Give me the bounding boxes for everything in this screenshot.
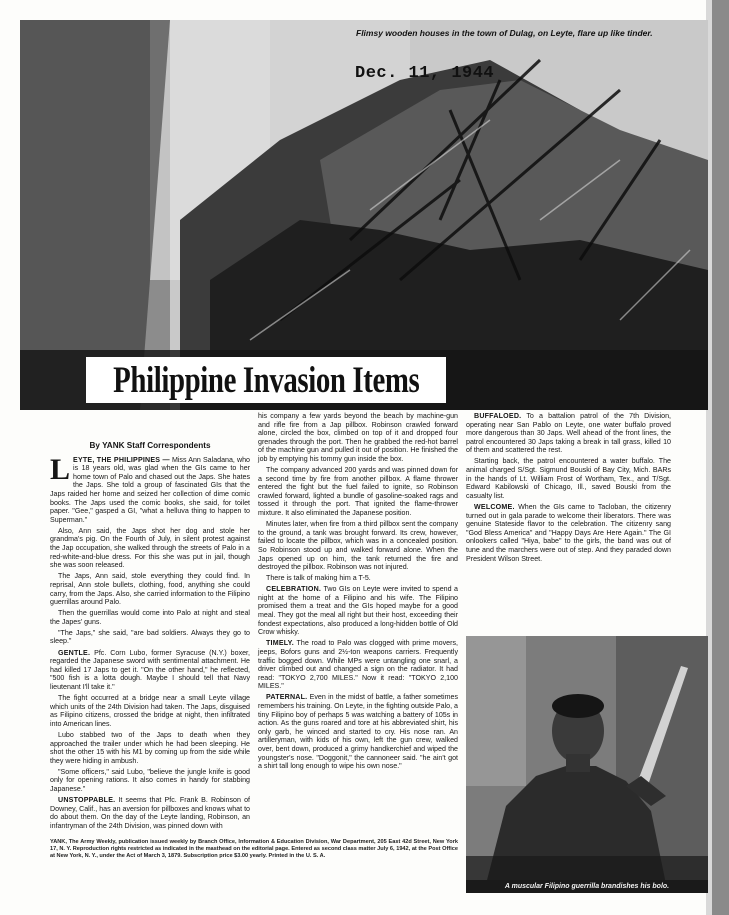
section-unstoppable — [50, 796, 250, 830]
section-text: Pfc. Corn Lubo, former Syracuse (N.Y.) boxer, regarded the Japanese sword with sentimental attachment. He had killed 17 Japs to get it. "On the other hand," he reflected, "500 fish is a lotta dough. Maybe I should tell that Navy lieutenant I'll take it." — [50, 648, 250, 691]
dateline: EYTE, THE PHILIPPINES — — [73, 455, 170, 464]
paragraph: Then the guerrillas would come into Palo at night and steal the Japes' guns. — [50, 609, 250, 626]
photo-guerrilla — [466, 636, 708, 884]
section-text: When the GIs came to Tacloban, the citizenry turned out in gala parade to welcome their liberators. There was genuine Stateside flavor to the celebration. The citizenry sang "God Bless America" and "Happy Days Are Here Again." The GI onlookers called "Hiya, babe" to the girls, the band was out of tune and the marchers were out of step. And they paraded down President Wilson Street. — [466, 502, 671, 563]
drop-cap: L — [50, 452, 71, 486]
lead-text: Miss Ann Saladana, who is 18 years old, was glad when the GIs came to her home town of Palo and chased out the Japs. She hates the Japs. She told a group of fascinated GIs that the Japs raided her home and seized her collection of dime comic books. The Japs used the comic books, she said, for toilet paper. "Gee," gasped a GI, "what a helluva thing to happen to Superman." — [50, 455, 250, 524]
article-column-1 — [50, 442, 250, 833]
paragraph: Lubo stabbed two of the Japs to death when they approached the trailer under which he had been sleeping. He shot the other 15 with his M1 by coming up from the side while they were hiding in ambush. — [50, 730, 250, 765]
paragraph: Also, Ann said, the Japs shot her dog and stole her grandma's pig. On the Fourth of July, in silent protest against the Jap occupation, she walked through the streets of Palo in a red-white-and-blue dress. For this she was put in jail, though she was soon released. — [50, 526, 250, 570]
section-keyword: WELCOME. — [474, 502, 515, 511]
publication-footer: YANK, The Army Weekly, publication issued weekly by Branch Office, Information & Education Division, War Department, 205 East 42d Street, New York 17, N. Y. Reproduction rights restricted as indicated in the masthead on the editorial page. Entered as second class matter July 6, 1942, at the Post Office at New York, N. Y., under the Act of March 3, 1879. Subscription price $3.00 yearly. Printed in the U. S. A. — [50, 839, 458, 859]
photo-top-caption: Flimsy wooden houses in the town of Dulag, on Leyte, flare up like tinder. — [356, 28, 653, 38]
section-keyword: CELEBRATION. — [266, 585, 322, 594]
section-welcome — [466, 503, 671, 563]
paragraph: The Japs, Ann said, stole everything they could find. In reprisal, Ann stole bullets, clothing, food, anything she could carry, from the Japs. Also, she carried information to the Filipino guerrillas around Palo. — [50, 572, 250, 607]
byline: By YANK Staff Correspondents — [89, 441, 211, 450]
paragraph: The company advanced 200 yards and was pinned down for a second time by fire from another pillbox. A flame thrower entered the fight but the fuel failed to ignite, so Robinson crawled forward, lighted a bundle of gasoline-soaked rags and tossed it through the port. That ignited the flame-thrower mixture. It also eliminated the Japanese position. — [258, 466, 458, 518]
section-text: The road to Palo was clogged with prime movers, jeeps, Bofors guns and 2½-ton weapons carriers. Frequently traffic bogged down. While MPs were untangling one snarl, a driver climbed out and changed a sign on the radiator. It had read: "TOKYO 2,700 MILES." Now it read: "TOKYO 2,100 MILES." — [258, 639, 458, 691]
lead-paragraph — [50, 452, 250, 525]
photo-guerrilla-illustration — [466, 636, 708, 884]
section-keyword: BUFFALOED. — [474, 412, 522, 420]
article-column-3 — [466, 412, 671, 566]
date-stamp: Dec. 11, 1944 — [355, 64, 495, 83]
paragraph: The fight occurred at a bridge near a small Leyte village which units of the 24th Division had taken. The Japs, disguised as Filipino citizens, crossed the bridge at night, then infiltrated into American lines. — [50, 694, 250, 728]
headline-box — [86, 357, 446, 403]
section-keyword: PATERNAL. — [266, 693, 308, 702]
section-buffaloed — [466, 412, 671, 455]
section-keyword: GENTLE. — [58, 648, 91, 657]
paragraph: "Some officers," said Lubo, "believe the jungle knife is good only for opening rations. It also comes in handy for stabbing Japanese." — [50, 767, 250, 793]
section-text: Two GIs on Leyte were invited to spend a night at the home of a Filipino and his wife. The Filipino promised them a treat and the GIs hoped maybe for a good meal. They got the meal all right but their host, exceeding their fondest expectations, also produced a long-hidden bottle of Old Crow whisky. — [258, 585, 458, 637]
paragraph: Minutes later, when fire from a third pillbox sent the company to the ground, a tank was brought forward. Its crew, however, failed to locate the pillbox, which was in a concealed position. So Robinson stood up and walked forward alone. When the Japs opened up on him, the tank returned the fire and destroyed the pillbox. Robinson was not injured. — [258, 520, 458, 572]
photo-guerrilla-caption: A muscular Filipino guerrilla brandishes his bolo. — [466, 880, 708, 893]
section-paternal — [258, 693, 458, 770]
page-edge-scan-border — [712, 0, 729, 915]
section-text: Even in the midst of battle, a father sometimes remembers his training. On Leyte, in the fighting outside Palo, a tiny Filipino boy of perhaps 5 was watching a battery of 105s in action. As the guns roared and tore at his abbreviated shirt, his only garb, he winced and started to cry. His nose ran. An artilleryman, with kids of his own, left the gun crew, walked over, bent down, produced a grimy handkerchief and wiped the youngster's nose. "Doggonit," the cannoneer said. "he ain't got a shirt tall long enough to wipe his own nose." — [258, 693, 458, 771]
paragraph: There is talk of making him a T-5. — [266, 574, 371, 583]
section-celebration — [258, 585, 458, 637]
article-column-2 — [258, 412, 458, 773]
paragraph: "The Japs," she said, "are bad soldiers. Always they go to sleep." — [50, 628, 250, 646]
section-text: To a battalion patrol of the 7th Division, operating near San Pablo on Leyte, one water buffalo proved more dangerous than 30 Japs. Well ahead of the front lines, the patrol encountered 30 Japs taking a break in tall grass, killed 10 of them and scattered the rest. — [466, 412, 671, 455]
section-keyword: TIMELY. — [266, 639, 294, 648]
paragraph: his company a few yards beyond the beach by machine-gun and rifle fire from a Jap pillbox. Robinson crawled forward alone, circled the box, climbed on top of it and dropped four grenades through the port. Then he grabbed the red-hot barrel of the machine gun and pulled it out of position. He finished the job by emptying his tommy gun inside the box. — [258, 412, 458, 463]
section-text: It seems that Pfc. Frank B. Robinson of Downey, Calif., has an aversion for pillboxes and knows what to do about them. On the day of the Leyte landing, Robinson, an infantryman of the 24th Division, was pinned down with — [50, 796, 250, 830]
section-gentle — [50, 649, 250, 692]
section-timely — [258, 639, 458, 691]
section-keyword: UNSTOPPABLE. — [58, 796, 116, 805]
headline: Philippine Invasion Items — [112, 359, 420, 401]
paragraph: Starting back, the patrol encountered a water buffalo. The animal charged S/Sgt. Sigmund Bouski of Bay City, Mich. BARs in the hands of Lt. William Frost of Wortham, Tex., and T/Sgt. Edward Kabilowski of Chicago, Ill., saved Bouski from the casualty list. — [466, 457, 671, 500]
